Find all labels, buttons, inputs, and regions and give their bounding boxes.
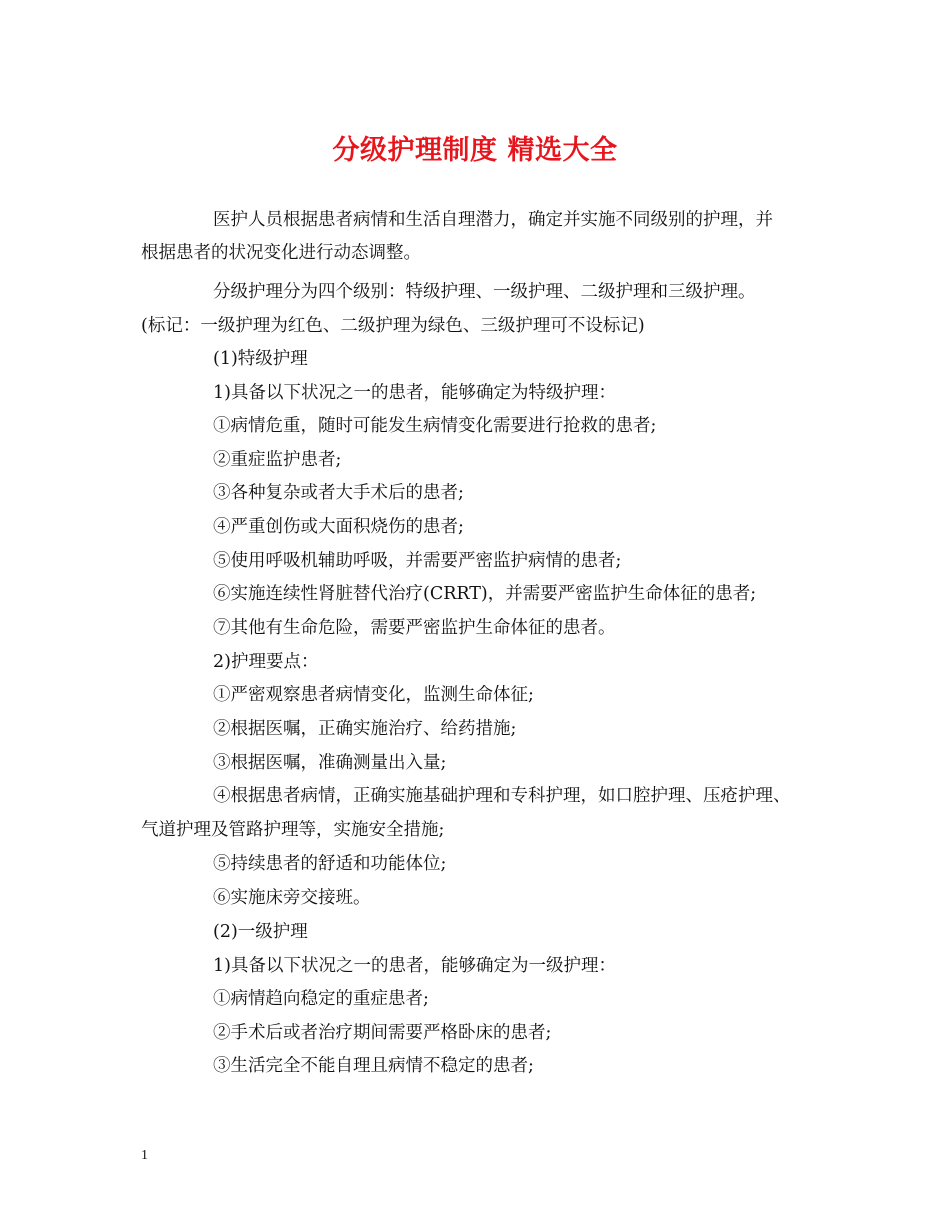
list-item: ①病情危重，随时可能发生病情变化需要进行抢救的患者; (213, 416, 657, 436)
list-item: ⑤持续患者的舒适和功能体位; (213, 854, 447, 874)
paragraph-line: 2)护理要点： (213, 652, 319, 672)
list-item: ⑤使用呼吸机辅助呼吸，并需要严密监护病情的患者; (213, 551, 622, 571)
page-number: 1 (141, 1148, 148, 1163)
list-item: ⑥实施连续性肾脏替代治疗(CRRT)，并需要严密监护生命体征的患者; (213, 584, 757, 604)
section-heading: (2)一级护理 (213, 922, 308, 942)
list-item: ④根据患者病情，正确实施基础护理和专科护理，如口腔护理、压疮护理、 (213, 786, 791, 806)
list-item: ②根据医嘱，正确实施治疗、给药措施; (213, 719, 517, 739)
list-item-continuation: 气道护理及管路护理等，实施安全措施; (141, 820, 445, 840)
list-item: ⑥实施床旁交接班。 (213, 888, 371, 908)
list-item: ③根据医嘱，准确测量出入量; (213, 753, 447, 773)
paragraph-line: 1)具备以下状况之一的患者，能够确定为特级护理： (213, 383, 616, 403)
paragraph-line: 根据患者的状况变化进行动态调整。 (141, 243, 421, 263)
list-item: ②重症监护患者; (213, 450, 342, 470)
paragraph-line: 1)具备以下状况之一的患者，能够确定为一级护理： (213, 956, 616, 976)
paragraph-line: 分级护理分为四个级别：特级护理、一级护理、二级护理和三级护理。 (213, 282, 756, 302)
paragraph-line: (标记：一级护理为红色、二级护理为绿色、三级护理可不设标记) (141, 316, 645, 336)
document-title: 分级护理制度 精选大全 (332, 135, 618, 166)
paragraph-line: 医护人员根据患者病情和生活自理潜力，确定并实施不同级别的护理，并 (213, 210, 773, 230)
list-item: ③各种复杂或者大手术后的患者; (213, 483, 464, 503)
section-heading: (1)特级护理 (213, 349, 308, 369)
list-item: ①病情趋向稳定的重症患者; (213, 989, 429, 1009)
list-item: ④严重创伤或大面积烧伤的患者; (213, 517, 464, 537)
list-item: ⑦其他有生命危险，需要严密监护生命体征的患者。 (213, 618, 616, 638)
list-item: ③生活完全不能自理且病情不稳定的患者; (213, 1056, 534, 1076)
list-item: ②手术后或者治疗期间需要严格卧床的患者; (213, 1023, 552, 1043)
list-item: ①严密观察患者病情变化，监测生命体征; (213, 685, 534, 705)
